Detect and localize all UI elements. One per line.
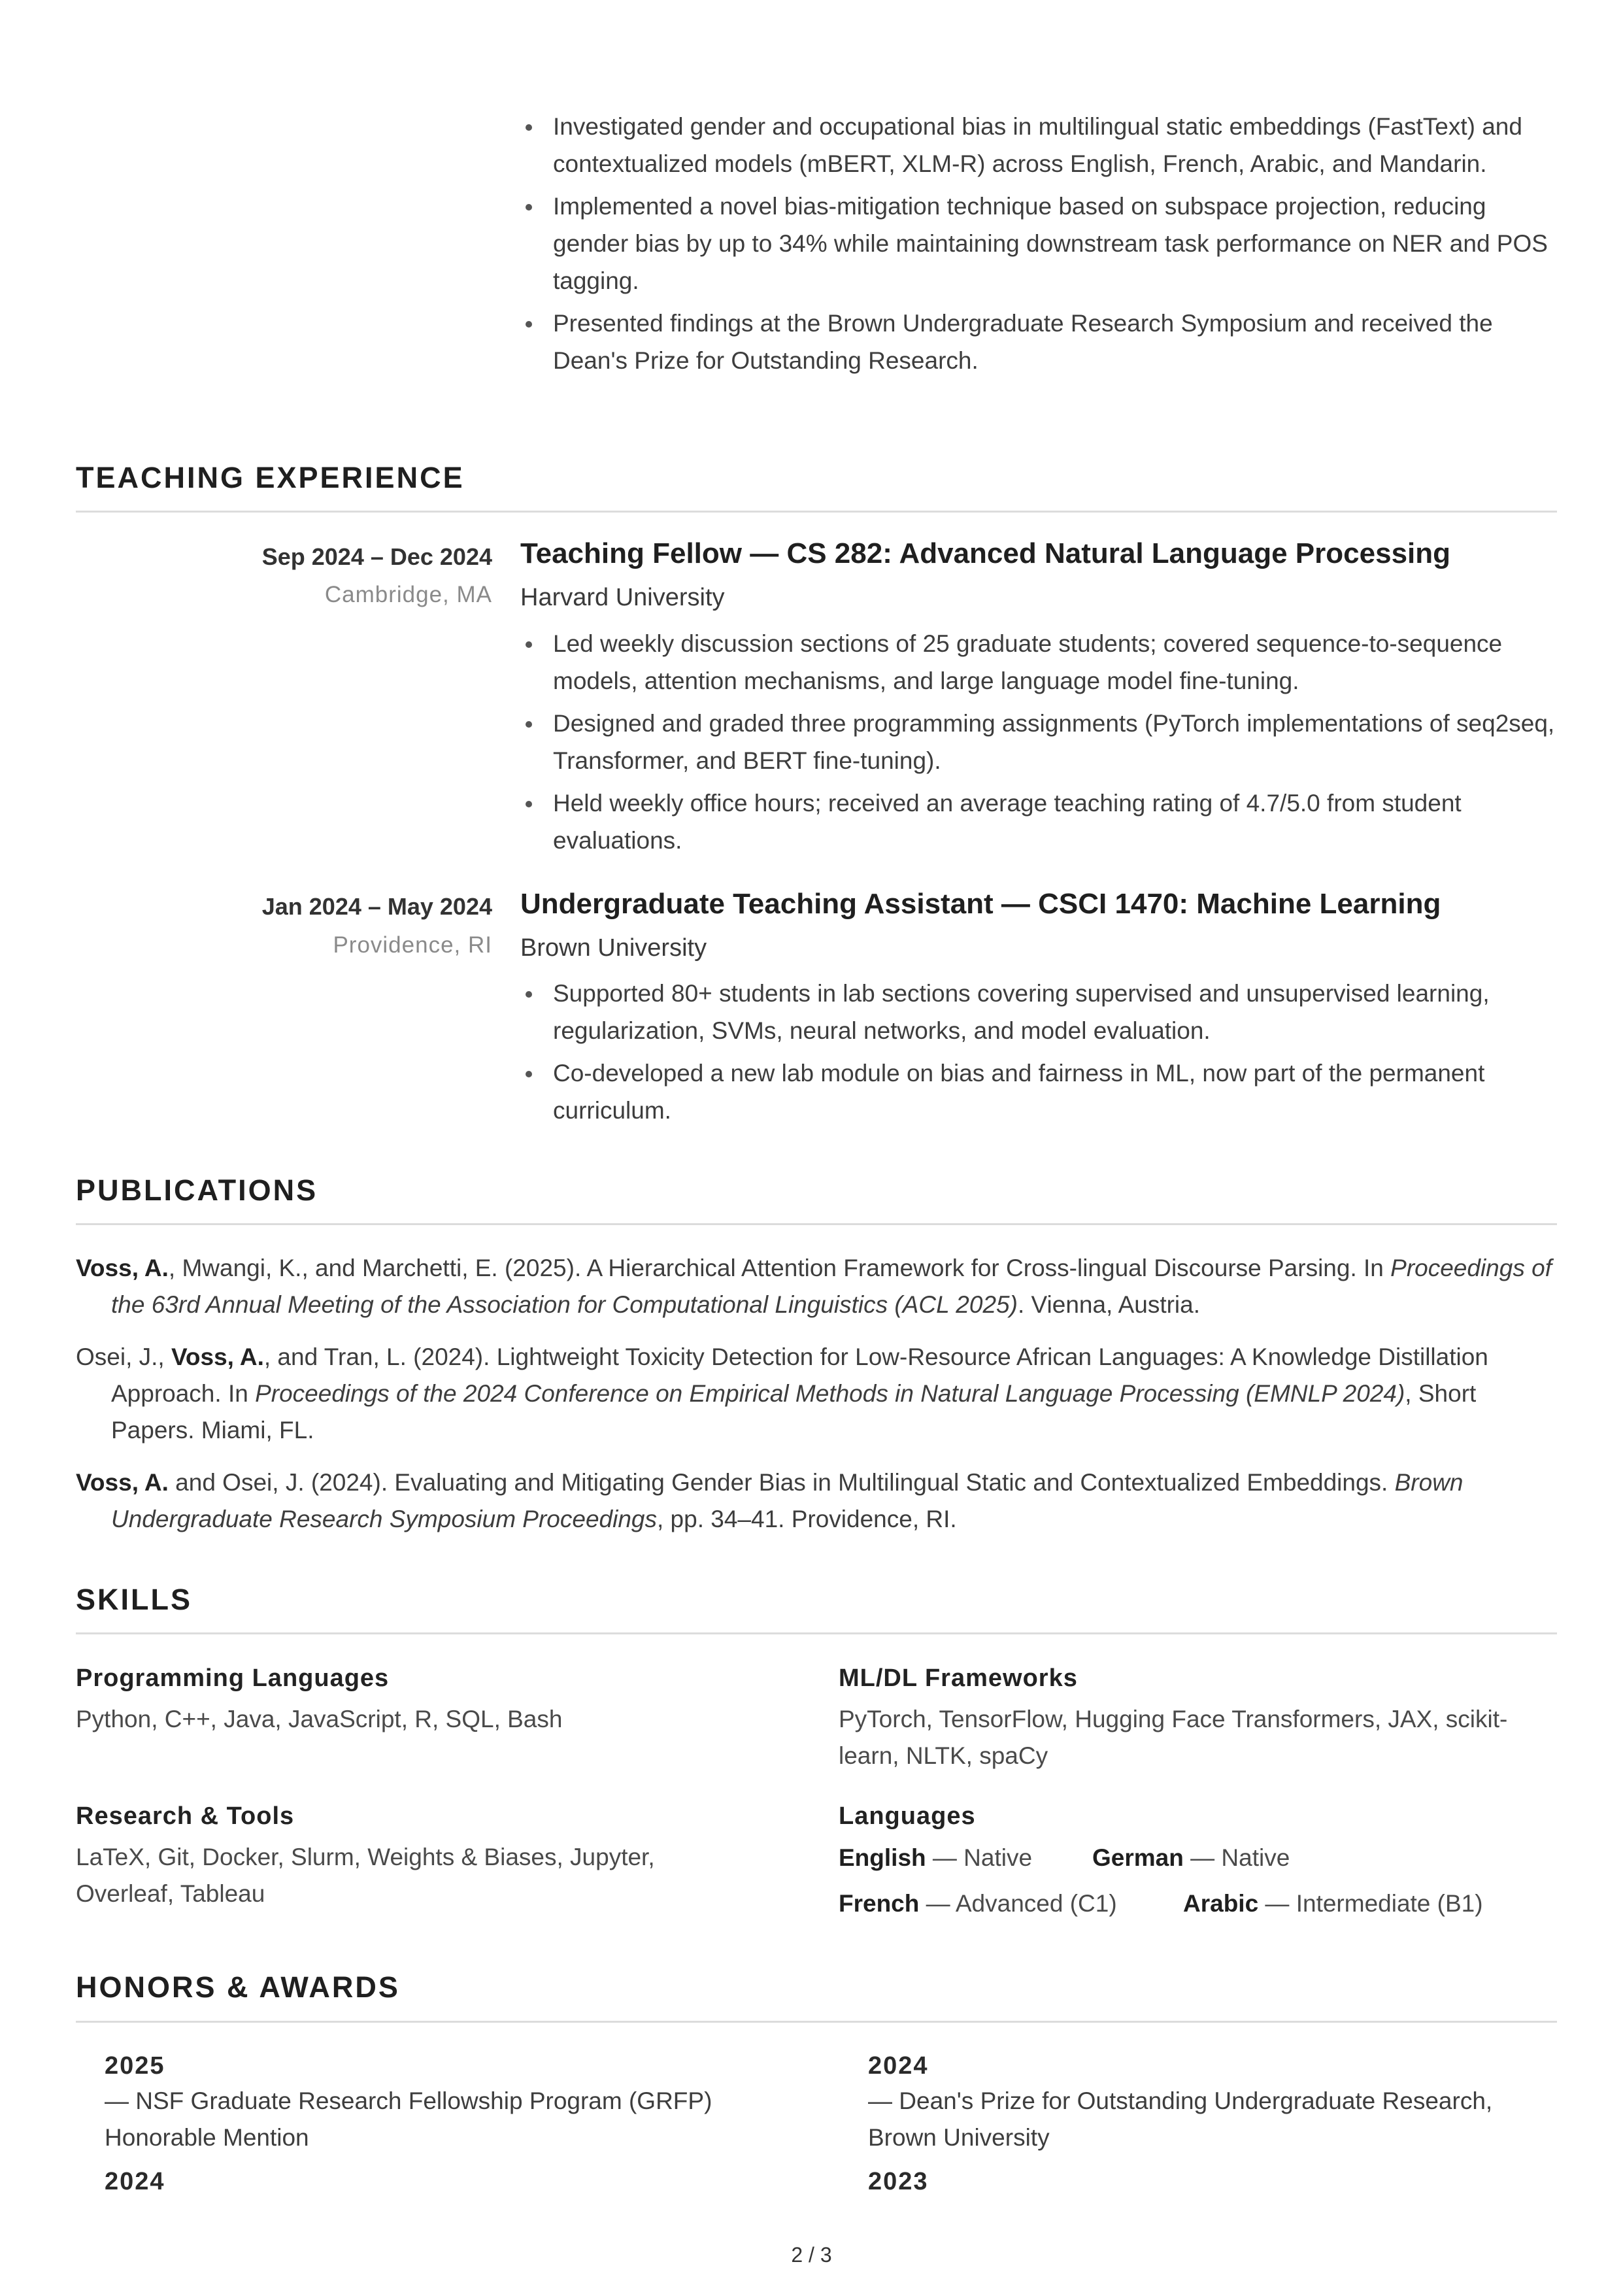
language-level: — Native [926, 1844, 1033, 1871]
publication-suffix: , pp. 34–41. Providence, RI. [657, 1506, 957, 1532]
entry-bullet: Supported 80+ students in lab sections covering supervised and unsupervised learning, regularization, SVMs, neural networks, and model evaluation. [520, 975, 1566, 1049]
section-divider [76, 1632, 1557, 1634]
section-title-honors: HONORS & AWARDS [76, 1970, 400, 2004]
award-year: 2025 [105, 2052, 165, 2080]
entry-bullet: Designed and graded three programming assignments (PyTorch implementations of seq2seq, Transformer, and BERT fine-tuning). [520, 705, 1566, 779]
section-title-skills: SKILLS [76, 1583, 193, 1616]
skill-group-label: Research & Tools [76, 1802, 295, 1830]
language-level: — Intermediate (B1) [1258, 1890, 1483, 1917]
language-item [839, 1844, 1032, 1872]
skill-group-label: ML/DL Frameworks [839, 1664, 1078, 1692]
award-year: 2023 [868, 2168, 929, 2195]
entry-organization: Harvard University [520, 584, 725, 611]
award-year: 2024 [868, 2052, 929, 2080]
section-title-teaching: TEACHING EXPERIENCE [76, 461, 465, 494]
language-item [1092, 1844, 1290, 1872]
entry-bullet: Held weekly office hours; received an average teaching rating of 4.7/5.0 from student evaluations. [520, 785, 1566, 859]
award-title: — NSF Graduate Research Fellowship Program (GRFP) Honorable Mention [105, 2087, 712, 2151]
publication-self-author: Voss, A. [76, 1255, 169, 1281]
language-name: French [839, 1890, 920, 1917]
skill-group-value: PyTorch, TensorFlow, Hugging Face Transformers, JAX, scikit-learn, NLTK, spaCy [839, 1706, 1508, 1769]
page-number: 2 / 3 [791, 2243, 832, 2267]
entry-role: Teaching Fellow — CS 282: Advanced Natural Language Processing [520, 537, 1451, 569]
award-year: 2024 [105, 2168, 165, 2195]
research-bullet: Presented findings at the Brown Undergraduate Research Symposium and received the Dean's Prize for Outstanding Research. [520, 305, 1566, 379]
publication-entry [76, 1339, 1557, 1449]
publication-entry [76, 1464, 1557, 1538]
language-level: — Advanced (C1) [919, 1890, 1117, 1917]
entry-bullet: Led weekly discussion sections of 25 graduate students; covered sequence-to-sequence models, attention mechanisms, and large language model fine-tuning. [520, 625, 1566, 700]
publication-suffix: . Vienna, Austria. [1017, 1291, 1201, 1318]
entry-bullet: Co-developed a new lab module on bias and fairness in ML, now part of the permanent curriculum. [520, 1055, 1566, 1129]
publication-body: and Osei, J. (2024). Evaluating and Mitigating Gender Bias in Multilingual Static and Contextualized Embeddings. [168, 1469, 1395, 1496]
publication-venue: Proceedings of the 2024 Conference on Empirical Methods in Natural Language Processing (EMNLP 2024) [255, 1380, 1405, 1407]
entry-dates: Sep 2024 – Dec 2024 [261, 543, 492, 570]
language-name: German [1092, 1844, 1184, 1871]
publication-body: , Mwangi, K., and Marchetti, E. (2025). A Hierarchical Attention Framework for Cross-lingual Discourse Parsing. In [168, 1255, 1391, 1281]
skill-group-label: Languages [839, 1802, 976, 1830]
publication-prefix: Osei, J., [76, 1343, 171, 1370]
language-item [1183, 1890, 1483, 1917]
publication-self-author: Voss, A. [76, 1469, 169, 1496]
publication-venue: Brown Undergraduate Research Symposium Proceedings [111, 1469, 1464, 1532]
entry-location: Cambridge, MA [324, 582, 492, 607]
publication-body: , and Tran, L. (2024). Lightweight Toxicity Detection for Low-Resource African Languages: A Knowledge Distillation Approach. In [111, 1343, 1488, 1407]
research-bullet: Investigated gender and occupational bias in multilingual static embeddings (FastText) and contextualized models (mBERT, XLM-R) across English, French, Arabic, and Mandarin. [520, 108, 1566, 182]
section-divider [76, 511, 1557, 513]
research-bullets [520, 108, 1566, 384]
entry-organization: Brown University [520, 934, 707, 962]
skill-group-value: Python, C++, Java, JavaScript, R, SQL, Bash [76, 1706, 563, 1732]
research-bullet: Implemented a novel bias-mitigation technique based on subspace projection, reducing gender bias by up to 34% while maintaining downstream task performance on NER and POS tagging. [520, 188, 1566, 299]
publication-self-author: Voss, A. [171, 1343, 264, 1370]
publication-entry [76, 1250, 1557, 1323]
section-divider [76, 2021, 1557, 2023]
award-title: — Dean's Prize for Outstanding Undergraduate Research, Brown University [868, 2087, 1493, 2151]
entry-role: Undergraduate Teaching Assistant — CSCI 1470: Machine Learning [520, 888, 1441, 920]
language-level: — Native [1183, 1844, 1290, 1871]
skill-group-value: LaTeX, Git, Docker, Slurm, Weights & Biases, Jupyter, Overleaf, Tableau [76, 1844, 655, 1907]
entry-location: Providence, RI [333, 932, 492, 958]
publication-suffix: , Short Papers. Miami, FL. [111, 1380, 1477, 1443]
section-title-publications: PUBLICATIONS [76, 1173, 318, 1207]
language-item [839, 1890, 1117, 1917]
section-divider [76, 1223, 1557, 1225]
entry-bullets [520, 625, 1566, 864]
language-name: Arabic [1183, 1890, 1259, 1917]
language-name: English [839, 1844, 926, 1871]
entry-dates: Jan 2024 – May 2024 [261, 893, 492, 920]
entry-bullets [520, 975, 1566, 1134]
publication-venue: Proceedings of the 63rd Annual Meeting of the Association for Computational Linguistics (ACL 2025) [111, 1255, 1552, 1318]
skill-group-label: Programming Languages [76, 1664, 390, 1692]
